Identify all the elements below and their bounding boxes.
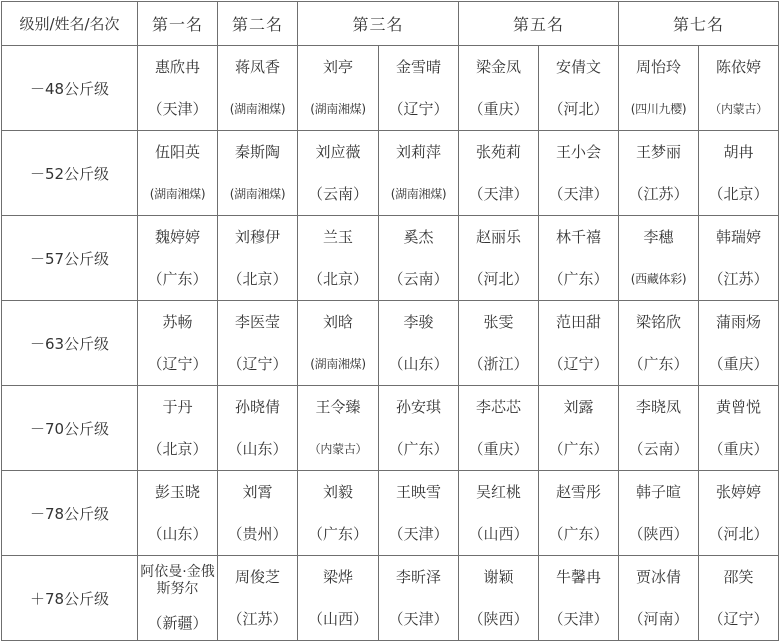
athlete-name: 李晓凤 [636,398,682,416]
athlete-name: 周怡玲 [636,58,682,76]
athlete-entry [218,471,297,555]
athlete-cell [459,216,539,301]
athlete-team: （辽宁） [227,355,288,373]
athlete-cell [699,301,779,386]
athlete-cell [699,471,779,556]
athlete-entry [619,301,698,385]
athlete-name: 苏畅 [162,313,193,331]
athlete-name: 邵笑 [723,568,754,586]
athlete-name: 刘莉萍 [396,143,442,161]
athlete-entry [298,131,378,215]
athlete-team: （广东） [388,440,449,458]
athlete-team: （北京） [147,440,208,458]
athlete-name: 伍阳英 [154,143,200,161]
athlete-name: 贾冰倩 [636,568,682,586]
athlete-name: 赵丽乐 [476,228,522,246]
athlete-name: 张苑莉 [476,143,522,161]
athlete-name: 梁金凤 [476,58,522,76]
athlete-team: （河南） [628,610,689,628]
athlete-team: （河北） [468,270,529,288]
athlete-team: （江苏） [227,610,288,628]
athlete-cell [138,46,218,131]
athlete-cell [138,471,218,556]
athlete-entry [379,46,458,130]
athlete-name: 刘穆伊 [234,228,280,246]
athlete-cell [539,556,619,641]
athlete-cell [379,216,459,301]
athlete-cell [459,471,539,556]
athlete-entry [539,471,618,555]
athlete-entry [619,471,698,555]
athlete-entry [699,216,778,300]
weight-class-label: －70公斤级 [2,386,138,471]
athlete-team: （辽宁） [708,610,769,628]
athlete-team: （陕西） [628,525,689,543]
athlete-cell [218,471,298,556]
athlete-entry [459,386,538,470]
athlete-cell [459,46,539,131]
athlete-team: （天津） [548,610,609,628]
athlete-entry [459,471,538,555]
athlete-name: 阿依曼·金俄斯努尔 [140,564,215,597]
weight-class-label: －57公斤级 [2,216,138,301]
athlete-entry [218,386,297,470]
athlete-entry [379,301,458,385]
weight-class-label: －52公斤级 [2,131,138,216]
athlete-team: （山东） [147,525,208,543]
table-row [2,301,779,386]
athlete-entry [298,386,378,470]
athlete-cell [298,386,379,471]
athlete-team: （内蒙古） [308,442,368,456]
athlete-team: （江苏） [708,270,769,288]
athlete-cell [539,216,619,301]
athlete-name: 惠欣冉 [154,58,200,76]
athlete-team: （广东） [548,525,609,543]
athlete-team: （广东） [147,270,208,288]
athlete-cell [218,216,298,301]
athlete-team: （山东） [227,440,288,458]
athlete-name: 梁铭欣 [636,313,682,331]
athlete-team: （河北） [708,525,769,543]
athlete-entry [138,301,217,385]
athlete-entry [138,471,217,555]
athlete-entry [699,471,778,555]
athlete-entry [298,46,378,130]
header-row [2,2,779,46]
athlete-team: （山东） [388,355,449,373]
athlete-entry [539,46,618,130]
athlete-entry [539,216,618,300]
results-table [1,1,779,641]
athlete-cell [699,386,779,471]
athlete-team: （天津） [388,610,449,628]
athlete-name: 刘亭 [322,58,353,76]
athlete-entry [539,386,618,470]
weight-class-label: －78公斤级 [2,471,138,556]
athlete-name: 魏婷婷 [154,228,200,246]
athlete-cell [459,301,539,386]
athlete-entry [379,216,458,300]
athlete-name: 黄曾悦 [716,398,762,416]
athlete-entry [459,46,538,130]
athlete-cell [619,556,699,641]
athlete-entry [619,216,698,300]
athlete-name: 于丹 [162,398,193,416]
athlete-name: 孙安琪 [396,398,442,416]
athlete-cell [699,46,779,131]
athlete-name: 兰玉 [322,228,353,246]
table-row [2,556,779,641]
athlete-name: 李昕泽 [396,568,442,586]
athlete-entry [459,131,538,215]
athlete-team: （河北） [548,100,609,118]
athlete-cell [298,216,379,301]
athlete-team: （山西） [307,610,368,628]
athlete-name: 李医莹 [234,313,280,331]
athlete-entry [699,556,778,640]
athlete-name: 韩瑞婷 [716,228,762,246]
athlete-team: （广东） [548,270,609,288]
athlete-team: （辽宁） [548,355,609,373]
athlete-team: （天津） [548,185,609,203]
athlete-cell [138,386,218,471]
athlete-name: 周俊芝 [234,568,280,586]
athlete-entry [459,216,538,300]
athlete-team: (湖南湘煤) [229,187,286,201]
athlete-cell [138,131,218,216]
athlete-name: 彭玉晓 [154,483,200,501]
athlete-team: (四川九樱) [630,102,687,116]
athlete-team: （北京） [708,185,769,203]
athlete-cell [379,471,459,556]
table-row [2,216,779,301]
athlete-entry [619,46,698,130]
athlete-cell [619,131,699,216]
athlete-entry [379,471,458,555]
athlete-entry [379,386,458,470]
header-seventh-place: 第七名 [619,2,779,46]
athlete-entry [699,131,778,215]
athlete-team: （云南） [307,185,368,203]
athlete-cell [298,556,379,641]
athlete-name: 韩子暄 [636,483,682,501]
athlete-cell [298,46,379,131]
athlete-entry [379,556,458,640]
athlete-entry [459,301,538,385]
athlete-cell [218,301,298,386]
athlete-cell [539,301,619,386]
athlete-cell [619,46,699,131]
athlete-entry [138,131,217,215]
athlete-name: 金雪晴 [396,58,442,76]
athlete-name: 牛馨冉 [556,568,602,586]
athlete-name: 张雯 [483,313,514,331]
athlete-team: (湖南湘煤) [149,187,206,201]
athlete-entry [138,556,217,640]
athlete-entry [138,216,217,300]
athlete-team: (湖南湘煤) [310,357,366,371]
athlete-cell [218,131,298,216]
athlete-entry [699,386,778,470]
header-second-place: 第二名 [218,2,298,46]
athlete-team: （广东） [548,440,609,458]
athlete-name: 刘毅 [322,483,353,501]
athlete-name: 刘应薇 [315,143,361,161]
athlete-entry [218,301,297,385]
header-corner: 级别/姓名/名次 [2,2,138,46]
athlete-cell [379,46,459,131]
athlete-cell [699,556,779,641]
athlete-entry [619,556,698,640]
athlete-cell [218,386,298,471]
athlete-team: （重庆） [468,440,529,458]
athlete-cell [298,471,379,556]
athlete-name: 孙晓倩 [234,398,280,416]
athlete-team: （重庆） [468,100,529,118]
athlete-entry [619,386,698,470]
athlete-cell [619,301,699,386]
athlete-team: （浙江） [468,355,529,373]
table-row [2,131,779,216]
athlete-cell [379,386,459,471]
athlete-team: (湖南湘煤) [229,102,286,116]
weight-class-label: －48公斤级 [2,46,138,131]
athlete-entry [379,131,458,215]
athlete-cell [138,556,218,641]
athlete-team: （内蒙古） [709,102,768,116]
athlete-name: 陈依婷 [716,58,762,76]
athlete-name: 王梦丽 [636,143,682,161]
athlete-name: 刘霄 [242,483,273,501]
athlete-team: (湖南湘煤) [310,102,366,116]
athlete-name: 安倩文 [556,58,602,76]
athlete-entry [619,131,698,215]
athlete-team: （辽宁） [147,355,208,373]
athlete-name: 胡冉 [723,143,754,161]
athlete-cell [619,216,699,301]
athlete-name: 李骏 [403,313,434,331]
athlete-team: （北京） [307,270,368,288]
athlete-name: 李芯芯 [476,398,522,416]
athlete-name: 赵雪彤 [556,483,602,501]
athlete-entry [539,301,618,385]
athlete-entry [298,216,378,300]
athlete-entry [699,301,778,385]
athlete-cell [138,216,218,301]
athlete-cell [539,386,619,471]
athlete-team: （天津） [147,100,208,118]
header-first-place: 第一名 [138,2,218,46]
athlete-cell [539,46,619,131]
athlete-name: 梁烨 [322,568,353,586]
athlete-name: 谢颖 [483,568,514,586]
athlete-cell [539,471,619,556]
athlete-entry [218,46,297,130]
table-body [2,46,779,641]
athlete-cell [699,131,779,216]
athlete-entry [218,556,297,640]
athlete-team: (西藏体彩) [630,272,687,286]
table-row [2,46,779,131]
weight-class-label: －63公斤级 [2,301,138,386]
athlete-cell [218,556,298,641]
athlete-name: 吴红桃 [476,483,522,501]
athlete-team: （陕西） [468,610,529,628]
athlete-cell [459,131,539,216]
weight-class-label: ＋78公斤级 [2,556,138,641]
athlete-name: 林千禧 [556,228,602,246]
athlete-cell [619,386,699,471]
athlete-cell [379,556,459,641]
athlete-team: （贵州） [227,525,288,543]
table-row [2,386,779,471]
athlete-name: 王小会 [556,143,602,161]
athlete-name: 秦斯陶 [234,143,280,161]
athlete-entry [218,216,297,300]
athlete-name: 王令臻 [315,398,361,416]
athlete-cell [298,131,379,216]
athlete-entry [218,131,297,215]
athlete-name: 刘晗 [322,313,353,331]
athlete-entry [138,386,217,470]
athlete-team: （天津） [468,185,529,203]
athlete-team: （广东） [307,525,368,543]
athlete-cell [539,131,619,216]
athlete-entry [539,556,618,640]
header-third-place: 第三名 [298,2,459,46]
athlete-team: （北京） [227,270,288,288]
athlete-cell [298,301,379,386]
athlete-entry [459,556,538,640]
athlete-cell [218,46,298,131]
athlete-cell [459,556,539,641]
athlete-cell [699,216,779,301]
athlete-team: （新疆） [147,614,208,632]
header-fifth-place: 第五名 [459,2,619,46]
athlete-team: （天津） [388,525,449,543]
athlete-entry [699,46,778,130]
athlete-team: （辽宁） [388,100,449,118]
athlete-team: （重庆） [708,440,769,458]
athlete-entry [298,301,378,385]
athlete-name: 蒲雨炀 [716,313,762,331]
athlete-entry [298,556,378,640]
athlete-name: 范田甜 [556,313,602,331]
athlete-name: 张婷婷 [716,483,762,501]
athlete-entry [298,471,378,555]
athlete-cell [459,386,539,471]
table-row [2,471,779,556]
athlete-name: 蒋凤香 [234,58,280,76]
athlete-cell [619,471,699,556]
athlete-team: （重庆） [708,355,769,373]
athlete-team: （江苏） [628,185,689,203]
athlete-cell [379,301,459,386]
athlete-team: （云南） [628,440,689,458]
athlete-team: （山西） [468,525,529,543]
athlete-cell [379,131,459,216]
athlete-name: 王映雪 [396,483,442,501]
athlete-team: （云南） [388,270,449,288]
athlete-name: 李穗 [643,228,674,246]
athlete-name: 刘露 [563,398,594,416]
athlete-entry [539,131,618,215]
athlete-cell [138,301,218,386]
athlete-name: 奚杰 [403,228,434,246]
athlete-team: （广东） [628,355,689,373]
athlete-team: (湖南湘煤) [390,187,447,201]
athlete-entry [138,46,217,130]
